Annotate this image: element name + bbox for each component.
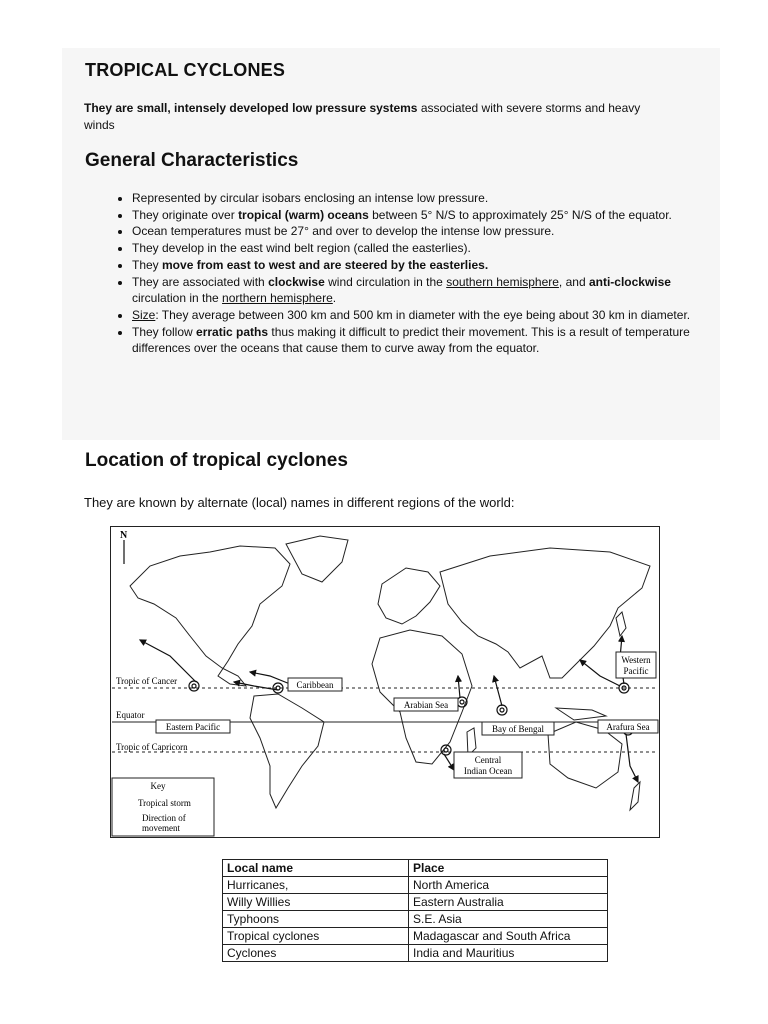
intro-rest: associated with severe storms and heavy winds [84,101,641,132]
bullet-text: circulation in the [132,291,223,306]
bullet-text: between 5° N/S to approximately 25° N/S of the equator. [368,207,672,222]
general-characteristics-heading: General Characteristics [85,150,299,171]
table-cell: Typhoons [223,911,409,928]
bullet-bold: anti-clockwise [588,274,671,289]
table-row [223,928,608,945]
local-names-table [222,859,608,962]
intro-bold: They are small, intensely developed low pressure systems [84,101,418,115]
bullet-text: They follow [132,324,197,339]
bullet-underline: southern hemisphere [446,274,559,289]
table-cell: Eastern Australia [409,894,608,911]
key-movement-label: movement [142,823,180,833]
list-item [132,207,692,224]
location-intro: They are known by alternate (local) names in different regions of the world: [84,495,515,510]
caribbean-label: Caribbean [296,680,334,690]
list-item [132,324,692,357]
arabian-sea-label: Arabian Sea [403,700,449,710]
table-row [223,945,608,962]
bullet-text: They are associated with [132,274,269,289]
table-cell: Madagascar and South Africa [409,928,608,945]
table-cell: Willy Willies [223,894,409,911]
bullet-text: Ocean temperatures must be 27° and over to develop the intense low pressure. [132,224,555,239]
bullet-text: : They average between 300 km and 500 km in diameter with the eye being about 30 km in diameter. [155,307,691,322]
bullet-text: They originate over [132,207,239,222]
eastern-pacific-label: Eastern Pacific [165,722,221,732]
table-cell: Hurricanes, [223,877,409,894]
column-header: Place [409,860,608,877]
characteristics-list [112,190,692,357]
bullet-text: Represented by circular isobars enclosing an intense low pressure. [132,191,489,205]
key-movement-label: Direction of [142,813,186,823]
bullet-text: thus making it difficult to predict their movement. This is a result of temperature differences over the oceans that cause them to curve away from the equator. [132,324,690,356]
bullet-bold: move from east to west and are steered by the easterlies. [162,257,489,272]
table-row [223,894,608,911]
arafura-sea-label: Arafura Sea [606,722,650,732]
bullet-underline: Size [132,307,156,322]
list-item [132,223,692,240]
list-item [132,240,692,257]
western-pacific-label: Pacific [623,666,649,676]
bullet-bold: erratic paths [196,324,269,339]
tropic-of-cancer-label: Tropic of Cancer [116,676,178,686]
table-cell: Cyclones [223,945,409,962]
table-cell: Tropical cyclones [223,928,409,945]
equator-label: Equator [116,710,145,720]
bullet-text: . [332,291,337,306]
page-title: TROPICAL CYCLONES [85,60,286,80]
central-indian-label: Central [474,755,502,765]
table-header-row [223,860,608,877]
bullet-bold: clockwise [268,274,325,289]
list-item [132,307,692,324]
table-cell: North America [409,877,608,894]
bullet-text: They develop in the east wind belt region (called the easterlies). [132,241,471,256]
key-storm-label: Tropical storm [138,798,191,808]
list-item [132,257,692,274]
tropic-of-capricorn-label: Tropic of Capricorn [116,742,188,752]
bullet-text: , and [558,274,589,289]
north-label: N [120,530,128,541]
list-item [132,190,692,207]
table-row [223,911,608,928]
central-indian-label: Indian Ocean [463,766,513,776]
bullet-bold: tropical (warm) oceans [238,207,369,222]
table-row [223,877,608,894]
bullet-underline: northern hemisphere [222,291,333,306]
bullet-text: wind circulation in the [324,274,447,289]
table-cell: India and Mauritius [409,945,608,962]
world-map [110,526,660,838]
intro-paragraph [84,100,664,134]
location-heading: Location of tropical cyclones [85,450,348,471]
bullet-text: They [132,257,163,272]
key-title: Key [150,781,166,791]
bay-of-bengal-label: Bay of Bengal [492,724,544,734]
list-item [132,274,692,307]
table-cell: S.E. Asia [409,911,608,928]
western-pacific-label: Western [621,655,651,665]
column-header: Local name [223,860,409,877]
